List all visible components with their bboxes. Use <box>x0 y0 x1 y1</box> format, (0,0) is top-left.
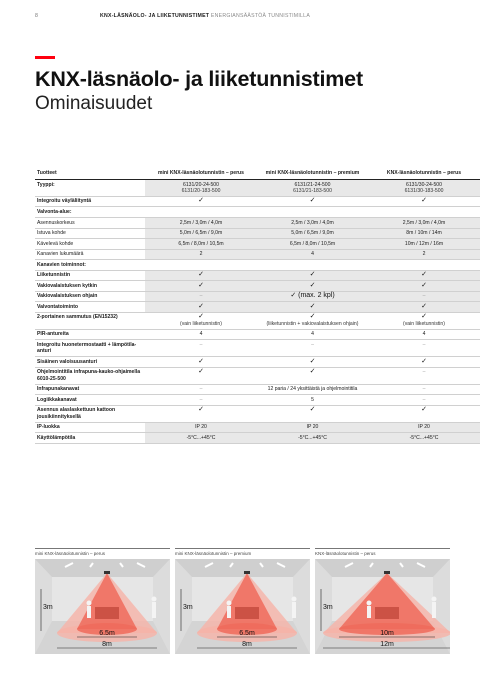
table-cell <box>257 260 368 271</box>
table-cell <box>368 329 480 340</box>
table-cell <box>368 384 480 395</box>
table-row <box>35 179 480 196</box>
table-cell <box>145 433 257 444</box>
table-cell <box>257 239 368 250</box>
running-title-bold: KNX-LÄSNÄOLO- JA LIIKETUNNISTIMET <box>100 13 210 19</box>
check-icon: ✓ <box>198 271 204 279</box>
table-row <box>35 228 480 239</box>
table-row <box>35 367 480 384</box>
table-cell <box>368 291 480 302</box>
check-icon: ✓ <box>421 197 427 205</box>
person-figure-icon <box>152 602 156 618</box>
table-cell <box>368 405 480 422</box>
row-label: Integroitu huonetermostaatti + lämpötila-anturi <box>35 340 145 357</box>
table-cell <box>257 433 368 444</box>
table-row <box>35 384 480 395</box>
illustration-caption: mini KNX-läsnäolotunnistin – premium <box>175 548 310 556</box>
table-cell <box>145 422 257 433</box>
dash-mark: – <box>422 293 426 300</box>
table-cell <box>368 422 480 433</box>
dash-mark: – <box>199 341 203 348</box>
cell-value: 2,5m / 3,0m / 4,0m <box>291 219 334 226</box>
check-icon: ✓ <box>421 302 427 310</box>
person-figure-icon <box>227 601 232 606</box>
table-cell <box>145 196 257 207</box>
room-illustration <box>175 548 310 654</box>
table-cell <box>145 217 257 228</box>
table-cell <box>145 270 257 281</box>
table-cell <box>145 329 257 340</box>
table-cell <box>145 207 257 218</box>
cell-value: 6131/20-24-500 <box>183 181 219 188</box>
sensor-icon <box>104 571 110 574</box>
cell-note: 6131/21-183-500 <box>293 187 332 194</box>
check-icon: ✓ <box>421 271 427 279</box>
table-cell <box>368 340 480 357</box>
table-cell <box>368 302 480 313</box>
cell-value: 4 <box>311 251 314 258</box>
table-cell <box>257 384 368 395</box>
cell-note: 6131/20-183-500 <box>181 187 221 194</box>
table-cell <box>145 239 257 250</box>
room-illustration <box>315 548 450 654</box>
cell-value: -5°C...+45°C <box>298 434 327 441</box>
cell-value: -5°C...+45°C <box>186 434 216 441</box>
table-cell <box>368 281 480 292</box>
check-icon: ✓ <box>309 406 316 414</box>
row-label: 2-portainen sammutus (EN15232) <box>35 312 145 329</box>
check-icon: ✓ <box>198 357 204 365</box>
table-row <box>35 270 480 281</box>
person-figure-icon <box>432 597 437 602</box>
row-label: Tyyppi: <box>35 179 145 196</box>
page-number: 8 <box>35 13 38 19</box>
table-row <box>35 422 480 433</box>
table-cell <box>257 196 368 207</box>
desk-shape <box>95 607 119 619</box>
table-cell <box>145 260 257 271</box>
outer-range-label: 8m <box>242 641 252 648</box>
table-row <box>35 329 480 340</box>
table-cell <box>145 281 257 292</box>
table-cell <box>257 357 368 368</box>
table-cell <box>257 329 368 340</box>
table-cell <box>257 312 368 329</box>
table-row <box>35 357 480 368</box>
dash-mark: – <box>422 386 426 393</box>
room-ceiling <box>175 559 310 577</box>
table-cell <box>257 270 368 281</box>
table-row <box>35 395 480 406</box>
detection-zone-diagram <box>35 559 170 654</box>
table-cell <box>145 340 257 357</box>
row-label: Valvontatoiminto <box>35 302 145 313</box>
column-header: Tuotteet <box>35 168 145 179</box>
dash-mark: – <box>422 369 426 376</box>
row-label: Asennus alaslaskettuun kattoon jousikiinnityksellä <box>35 405 145 422</box>
room-ceiling <box>315 559 450 577</box>
row-label: IP-luokka <box>35 422 145 433</box>
table-row <box>35 207 480 218</box>
cell-value: 6131/30-24-500 <box>406 181 442 188</box>
table-cell <box>368 395 480 406</box>
cell-value: IP 20 <box>195 424 207 431</box>
check-icon: ✓ <box>198 197 204 205</box>
dash-mark: – <box>199 293 203 300</box>
running-title <box>100 13 310 19</box>
table-cell <box>368 207 480 218</box>
sensor-icon <box>384 571 390 574</box>
row-label: Liiketunnistin <box>35 270 145 281</box>
table-cell <box>145 228 257 239</box>
table-cell <box>257 228 368 239</box>
table-cell <box>145 291 257 302</box>
inner-range-label: 6.5m <box>99 630 115 637</box>
table-cell <box>368 433 480 444</box>
row-label: Valvonta-alue: <box>35 207 145 218</box>
cell-value: 6131/21-24-500 <box>294 181 331 188</box>
check-icon: ✓ <box>309 368 316 376</box>
table-row <box>35 249 480 260</box>
table-cell <box>368 179 480 196</box>
dash-mark: – <box>311 341 314 348</box>
height-label: 3m <box>43 604 53 611</box>
accent-bar <box>35 56 55 59</box>
table-cell <box>257 291 368 302</box>
desk-shape <box>235 607 259 619</box>
illustration-caption: mini KNX-läsnäolotunnistin – perus <box>35 548 170 556</box>
row-label: Integroitu väyläliityntä <box>35 196 145 207</box>
row-label: PIR-antureita <box>35 329 145 340</box>
cell-value: 5 <box>311 396 314 403</box>
column-header: mini KNX-läsnäolotunnistin – premium <box>257 168 368 179</box>
table-cell <box>145 405 257 422</box>
check-icon: ✓ (max. 2 kpl) <box>290 292 335 300</box>
inner-range-label: 10m <box>380 630 394 637</box>
table-cell <box>257 340 368 357</box>
table-cell <box>257 367 368 384</box>
outer-range-label: 8m <box>102 641 112 648</box>
cell-value: 2,5m / 3,0m / 4,0m <box>402 219 446 226</box>
check-icon: ✓ <box>309 197 316 205</box>
check-icon: ✓ <box>309 357 316 365</box>
table-row <box>35 405 480 422</box>
check-icon: ✓ <box>309 302 316 310</box>
illustration-caption: KNX-läsnäolotunnistin – perus <box>315 548 450 556</box>
table-cell <box>145 395 257 406</box>
table-cell <box>257 281 368 292</box>
cell-value: 5,0m / 6,5m / 9,0m <box>291 230 334 237</box>
cell-note: (vain liiketunnistin) <box>180 320 222 327</box>
cell-value: 8m / 10m / 14m <box>406 230 442 237</box>
table-cell <box>257 249 368 260</box>
table-cell <box>368 312 480 329</box>
table-cell <box>257 395 368 406</box>
row-label: Istuva kohde <box>35 228 145 239</box>
person-figure-icon <box>87 606 91 618</box>
table-row <box>35 260 480 271</box>
column-header: mini KNX-läsnäolotunnistin – perus <box>145 168 257 179</box>
table-row <box>35 291 480 302</box>
table-cell <box>145 179 257 196</box>
person-figure-icon <box>292 602 296 618</box>
table-row <box>35 239 480 250</box>
check-icon: ✓ <box>421 357 427 365</box>
person-figure-icon <box>227 606 231 618</box>
check-icon: ✓ <box>309 281 316 289</box>
table-cell <box>145 367 257 384</box>
table-row <box>35 281 480 292</box>
table-cell <box>257 422 368 433</box>
dash-mark: – <box>422 341 426 348</box>
table-row <box>35 217 480 228</box>
detection-zone-diagram <box>315 559 450 654</box>
table-header-row <box>35 168 480 179</box>
cell-value: IP 20 <box>418 424 430 431</box>
table-cell <box>257 207 368 218</box>
table-row <box>35 312 480 329</box>
table-cell <box>368 239 480 250</box>
row-label: Sisäinen valoisuusanturi <box>35 357 145 368</box>
row-label: Kanavien toiminnot: <box>35 260 145 271</box>
cell-value: 6,5m / 8,0m / 10,5m <box>289 240 336 247</box>
person-figure-icon <box>292 597 297 602</box>
cell-note: (vain liiketunnistin) <box>403 320 445 327</box>
table-cell <box>368 249 480 260</box>
table-cell <box>368 270 480 281</box>
outer-range-label: 12m <box>380 641 394 648</box>
row-label: Vakiovalaistuksen ohjain <box>35 291 145 302</box>
check-icon: ✓ <box>198 302 204 310</box>
cell-value: IP 20 <box>306 424 319 431</box>
cell-value: 2 <box>199 251 203 258</box>
cell-value: -5°C...+45°C <box>409 434 439 441</box>
dash-mark: – <box>199 396 203 403</box>
row-label: Asennuskorkeus <box>35 217 145 228</box>
table-cell <box>145 384 257 395</box>
dash-mark: – <box>422 396 426 403</box>
table-cell <box>368 260 480 271</box>
running-title-light: ENERGIANSÄÄSTÖÄ TUNNISTIMILLA <box>210 13 311 19</box>
detection-zone-diagram <box>175 559 310 654</box>
check-icon: ✓ <box>421 406 427 414</box>
table-cell <box>368 357 480 368</box>
table-cell <box>145 357 257 368</box>
check-icon: ✓ <box>198 406 204 414</box>
page-subtitle: Ominaisuudet <box>35 93 153 114</box>
table-cell <box>368 367 480 384</box>
cell-value: 4 <box>422 331 426 338</box>
features-table <box>35 168 480 444</box>
room-ceiling <box>35 559 170 577</box>
check-icon: ✓ <box>421 281 427 289</box>
column-header: KNX-läsnäolotunnistin – perus <box>368 168 480 179</box>
cell-value: 5,0m / 6,5m / 9,0m <box>179 230 223 237</box>
row-label: Vakiovalaistuksen kytkin <box>35 281 145 292</box>
cell-note: (liiketunnistin + vakiovalaistuksen ohjain) <box>266 320 359 327</box>
row-label: Kanavien lukumäärä <box>35 249 145 260</box>
table-row <box>35 196 480 207</box>
check-icon: ✓ <box>198 281 204 289</box>
check-icon: ✓ <box>309 271 316 279</box>
table-row <box>35 340 480 357</box>
row-label: Ohjelmointitila infrapuna-kauko-ohjaimella 6010-25-500 <box>35 367 145 384</box>
check-icon: ✓ <box>309 313 316 321</box>
table-body <box>35 179 480 443</box>
sensor-icon <box>244 571 250 574</box>
check-icon: ✓ <box>421 313 427 321</box>
height-label: 3m <box>183 604 193 611</box>
row-label: Käyttölämpötila <box>35 433 145 444</box>
check-icon: ✓ <box>198 368 204 376</box>
table-cell <box>257 405 368 422</box>
desk-shape <box>375 607 399 619</box>
table-row <box>35 433 480 444</box>
row-label: Infrapunakanavat <box>35 384 145 395</box>
table-cell <box>257 302 368 313</box>
person-figure-icon <box>367 601 372 606</box>
person-figure-icon <box>367 606 371 618</box>
room-illustration <box>35 548 170 654</box>
dash-mark: – <box>199 386 203 393</box>
table-cell <box>257 179 368 196</box>
table-row <box>35 302 480 313</box>
cell-value: 10m / 12m / 16m <box>404 240 444 247</box>
page-title: KNX-läsnäolo- ja liiketunnistimet <box>35 67 363 91</box>
cell-value: 2 <box>422 251 426 258</box>
table-cell <box>257 217 368 228</box>
row-label: Logiikkakanavat <box>35 395 145 406</box>
table-cell <box>145 302 257 313</box>
table-cell <box>145 312 257 329</box>
cell-value: 6,5m / 8,0m / 10,5m <box>178 240 224 247</box>
cell-value: 4 <box>311 331 314 338</box>
page-header <box>35 13 450 23</box>
cell-value: 4 <box>199 331 203 338</box>
row-label: Kävelevä kohde <box>35 239 145 250</box>
cell-value: 2,5m / 3,0m / 4,0m <box>179 219 223 226</box>
table-cell <box>368 217 480 228</box>
height-label: 3m <box>323 604 333 611</box>
check-icon: ✓ <box>198 313 204 321</box>
table-cell <box>368 196 480 207</box>
person-figure-icon <box>152 597 157 602</box>
table-cell <box>368 228 480 239</box>
inner-range-label: 6.5m <box>239 630 255 637</box>
person-figure-icon <box>87 601 92 606</box>
table-cell <box>145 249 257 260</box>
person-figure-icon <box>432 602 436 618</box>
cell-note: 6131/30-183-500 <box>404 187 444 194</box>
cell-value: 12 paria / 24 yksittäistä ja ohjelmointitila <box>267 386 358 393</box>
